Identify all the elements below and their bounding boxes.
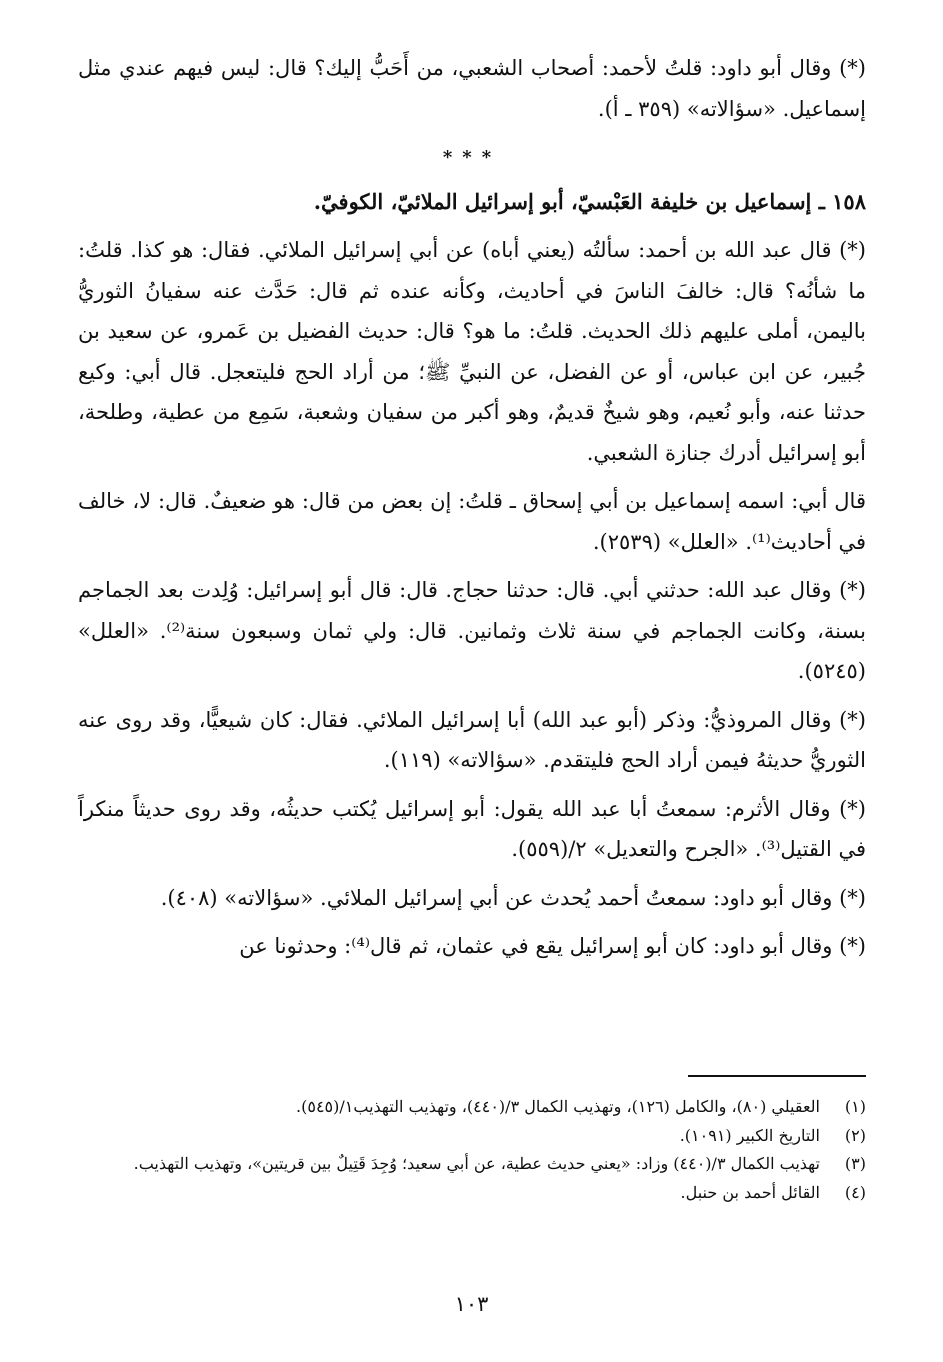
footnote-number: (٢) xyxy=(844,1125,866,1145)
footnote xyxy=(110,1122,866,1151)
footnote-text: العقيلي (٨٠)، والكامل (١٢٦)، وتهذيب الكمال ٣/(٤٤٠)، وتهذيب التهذيب١/(٥٤٥). xyxy=(296,1097,820,1116)
footnote-number: (٣) xyxy=(844,1154,866,1173)
footnote-text: التاريخ الكبير (١٠٩١). xyxy=(679,1125,820,1145)
footnote-number: (١) xyxy=(844,1097,866,1116)
paragraph: (*) وقال المروذيُّ: وذكر (أبو عبد الله) أبا إسرائيل الملائي. فقال: كان شيعيًّا، وقد روى عنه الثوريُّ حديثهُ فيمن أراد الحج فليتقدم. «سؤالاته» (١١٩). xyxy=(78,707,866,772)
paragraph: (*) وقال الأثرم: سمعتُ أبا عبد الله يقول: أبو إسرائيل يُكتب حديثُه، وقد روى حديثاً منكراً في القتيل⁽³⁾. «الجرح والتعديل» ٢/(٥٥٩). xyxy=(78,796,866,861)
paragraph: (*) وقال عبد الله: حدثني أبي. قال: حدثنا حجاج. قال: قال أبو إسرائيل: وُلِدت بعد الجماجم بسنة، وكانت الجماجم في سنة ثلاث وثمانين. قال: ولي ثمان وسبعون سنة⁽²⁾. «العلل» (٥٢٤٥). xyxy=(78,578,866,683)
paragraph-top: (*) وقال أبو داود: قلتُ لأحمد: أصحاب الشعبي، من أَحَبُّ إليك؟ قال: ليس فيهم عندي مثل إسماعيل. «سؤالاته» (٣٥٩ ـ أ). xyxy=(78,56,866,121)
footnote-text: تهذيب الكمال ٣/(٤٤٠) وزاد: «يعني حديث عطية، عن أبي سعيد؛ وُجِدَ قَتِيلٌ بين قريتين»، وتهذيب التهذيب. xyxy=(133,1154,820,1173)
footnote-divider xyxy=(688,1075,866,1077)
paragraph: قال أبي: اسمه إسماعيل بن أبي إسحاق ـ قلتُ: إن بعض من قال: هو ضعيفٌ. قال: لا، خالف في أحاديث⁽¹⁾. «العلل» (٢٥٣٩). xyxy=(78,489,866,554)
footnote xyxy=(110,1093,866,1122)
footnote xyxy=(110,1179,866,1208)
footnote-number: (٤) xyxy=(844,1182,866,1202)
entry-heading: ١٥٨ ـ إسماعيل بن خليفة العَبْسيّ، أبو إسرائيل الملائيّ، الكوفيّ. xyxy=(313,189,866,214)
paragraph: (*) وقال أبو داود: كان أبو إسرائيل يقع في عثمان، ثم قال⁽⁴⁾: وحدثونا عن xyxy=(239,934,866,958)
footnote xyxy=(110,1150,866,1179)
section-separator: *** xyxy=(442,147,502,168)
paragraph: (*) قال عبد الله بن أحمد: سألتُه (يعني أباه) عن أبي إسرائيل الملائي. فقال: هو كذا. قلتُ: ما شأنُه؟ قال: خالفَ الناسَ في أحاديث، وكأنه عنده ثم قال: حَدَّث عنه سفيانُ الثوريُّ باليمن، أملى عليهم ذلك الحديث. قلتُ: ما هو؟ قال: حديث الفضيل بن عَمرو، عن سعيد بن جُبير، عن ابن عباس، أو عن الفضل، عن النبيِّ ﷺ؛ من أراد الحج فليتعجل. قال أبي: وكيع حدثنا عنه، وأبو نُعيم، وهو شيخٌ قديمٌ، وهو أكبر من سفيان وشعبة، سَمِع من عطية، وطلحة، أبو إسرائيل أدرك جنازة الشعبي. xyxy=(78,238,866,465)
page-body xyxy=(78,48,866,967)
footnotes xyxy=(110,1093,866,1207)
footnote-text: القائل أحمد بن حنبل. xyxy=(680,1182,820,1202)
page-number: ١٠٣ xyxy=(454,1292,489,1316)
paragraph: (*) وقال أبو داود: سمعتُ أحمد يُحدث عن أبي إسرائيل الملائي. «سؤالاته» (٤٠٨). xyxy=(160,885,866,910)
